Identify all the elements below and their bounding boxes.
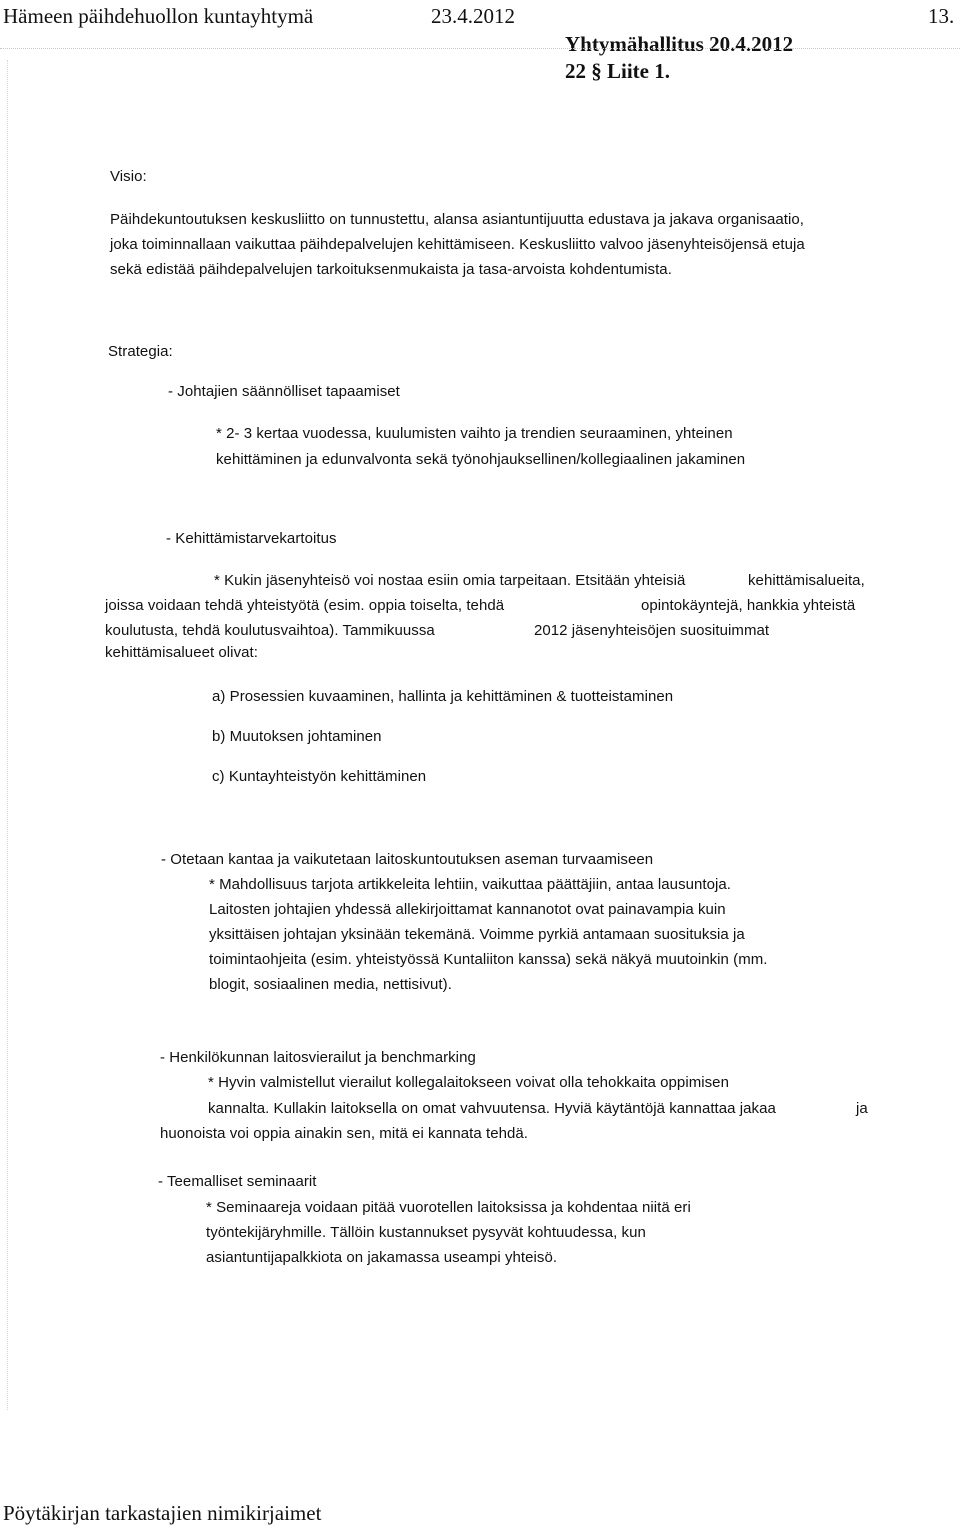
item2-area-b: b) Muutoksen johtaminen (212, 728, 382, 745)
item2-title: - Kehittämistarvekartoitus (166, 530, 337, 547)
item2-line-4: kehittämisalueet olivat: (105, 644, 258, 661)
header-page-number: 13. (928, 4, 955, 28)
scan-edge-line (7, 60, 8, 1410)
item2-line-2b: opintokäyntejä, hankkia yhteistä (641, 597, 856, 614)
header-organization: Hämeen päihdehuollon kuntayhtymä (3, 4, 314, 28)
visio-line-1: Päihdekuntoutuksen keskusliitto on tunnustettu, alansa asiantuntijuutta edustava ja jakava organisaatio, (110, 211, 804, 228)
item4-title: - Henkilökunnan laitosvierailut ja benchmarking (160, 1049, 476, 1066)
item2-area-c: c) Kuntayhteistyön kehittäminen (212, 768, 427, 785)
item2-line-1b: kehittämisalueita, (748, 572, 865, 589)
item1-title: - Johtajien säännölliset tapaamiset (168, 383, 400, 400)
scan-dotted-line (0, 48, 960, 49)
visio-heading: Visio: (110, 168, 147, 185)
item3-line-5: blogit, sosiaalinen media, nettisivut). (209, 976, 452, 993)
header-date: 23.4.2012 (431, 4, 515, 28)
item3-line-3: yksittäisen johtajan yksinään tekemänä. Voimme pyrkiä antamaan suosituksia ja (209, 926, 745, 943)
item5-line-2: työntekijäryhmille. Tällöin kustannukset pysyvät kohtuudessa, kun (206, 1224, 646, 1241)
header-meeting: Yhtymähallitus 20.4.2012 (565, 32, 794, 56)
footer-initials-label: Pöytäkirjan tarkastajien nimikirjaimet (3, 1501, 322, 1525)
item3-line-4: toimintaohjeita (esim. yhteistyössä Kuntaliiton kanssa) sekä näkyä muutoinkin (mm. (209, 951, 768, 968)
item3-title: - Otetaan kantaa ja vaikutetaan laitoskuntoutuksen aseman turvaamiseen (161, 851, 654, 868)
item2-line-1a: * Kukin jäsenyhteisö voi nostaa esiin omia tarpeitaan. Etsitään yhteisiä (214, 572, 686, 589)
item5-line-3: asiantuntijapalkkiota on jakamassa useampi yhteisö. (206, 1249, 558, 1266)
item4-line-2a: kannalta. Kullakin laitoksella on omat vahvuutensa. Hyviä käytäntöjä kannattaa jakaa (208, 1100, 776, 1117)
item1-line-2: kehittäminen ja edunvalvonta sekä työnohjauksellinen/kollegiaalinen jakaminen (216, 451, 746, 468)
visio-line-3: sekä edistää päihdepalvelujen tarkoituksenmukaista ja tasa-arvoista kohdentumista. (110, 261, 672, 278)
visio-line-2: joka toiminnallaan vaikuttaa päihdepalvelujen kehittämiseen. Keskusliitto valvoo jäsenyhteisöjensä etuja (110, 236, 805, 253)
item2-area-a: a) Prosessien kuvaaminen, hallinta ja kehittäminen & tuotteistaminen (212, 688, 674, 705)
item3-line-1: * Mahdollisuus tarjota artikkeleita lehtiin, vaikuttaa päättäjiin, antaa lausuntoja. (209, 876, 732, 893)
item4-line-1: * Hyvin valmistellut vierailut kollegalaitokseen voivat olla tehokkaita oppimisen (208, 1074, 729, 1091)
strategia-heading: Strategia: (108, 343, 173, 360)
item4-line-2b: ja (856, 1100, 868, 1117)
item5-line-1: * Seminaareja voidaan pitää vuorotellen laitoksissa ja kohdentaa niitä eri (206, 1199, 691, 1216)
item5-title: - Teemalliset seminaarit (158, 1173, 317, 1190)
item1-line-1: * 2- 3 kertaa vuodessa, kuulumisten vaihto ja trendien seuraaminen, yhteinen (216, 425, 733, 442)
item3-line-2: Laitosten johtajien yhdessä allekirjoittamat kannanotot ovat painavampia kuin (209, 901, 726, 918)
item2-line-3a: koulutusta, tehdä koulutusvaihtoa). Tammikuussa (105, 622, 435, 639)
item4-line-3: huonoista voi oppia ainakin sen, mitä ei kannata tehdä. (160, 1125, 529, 1142)
header-section: 22 § Liite 1. (565, 59, 670, 83)
item2-line-2a: joissa voidaan tehdä yhteistyötä (esim. oppia toiselta, tehdä (105, 597, 505, 614)
item2-line-3b: 2012 jäsenyhteisöjen suosituimmat (534, 622, 770, 639)
